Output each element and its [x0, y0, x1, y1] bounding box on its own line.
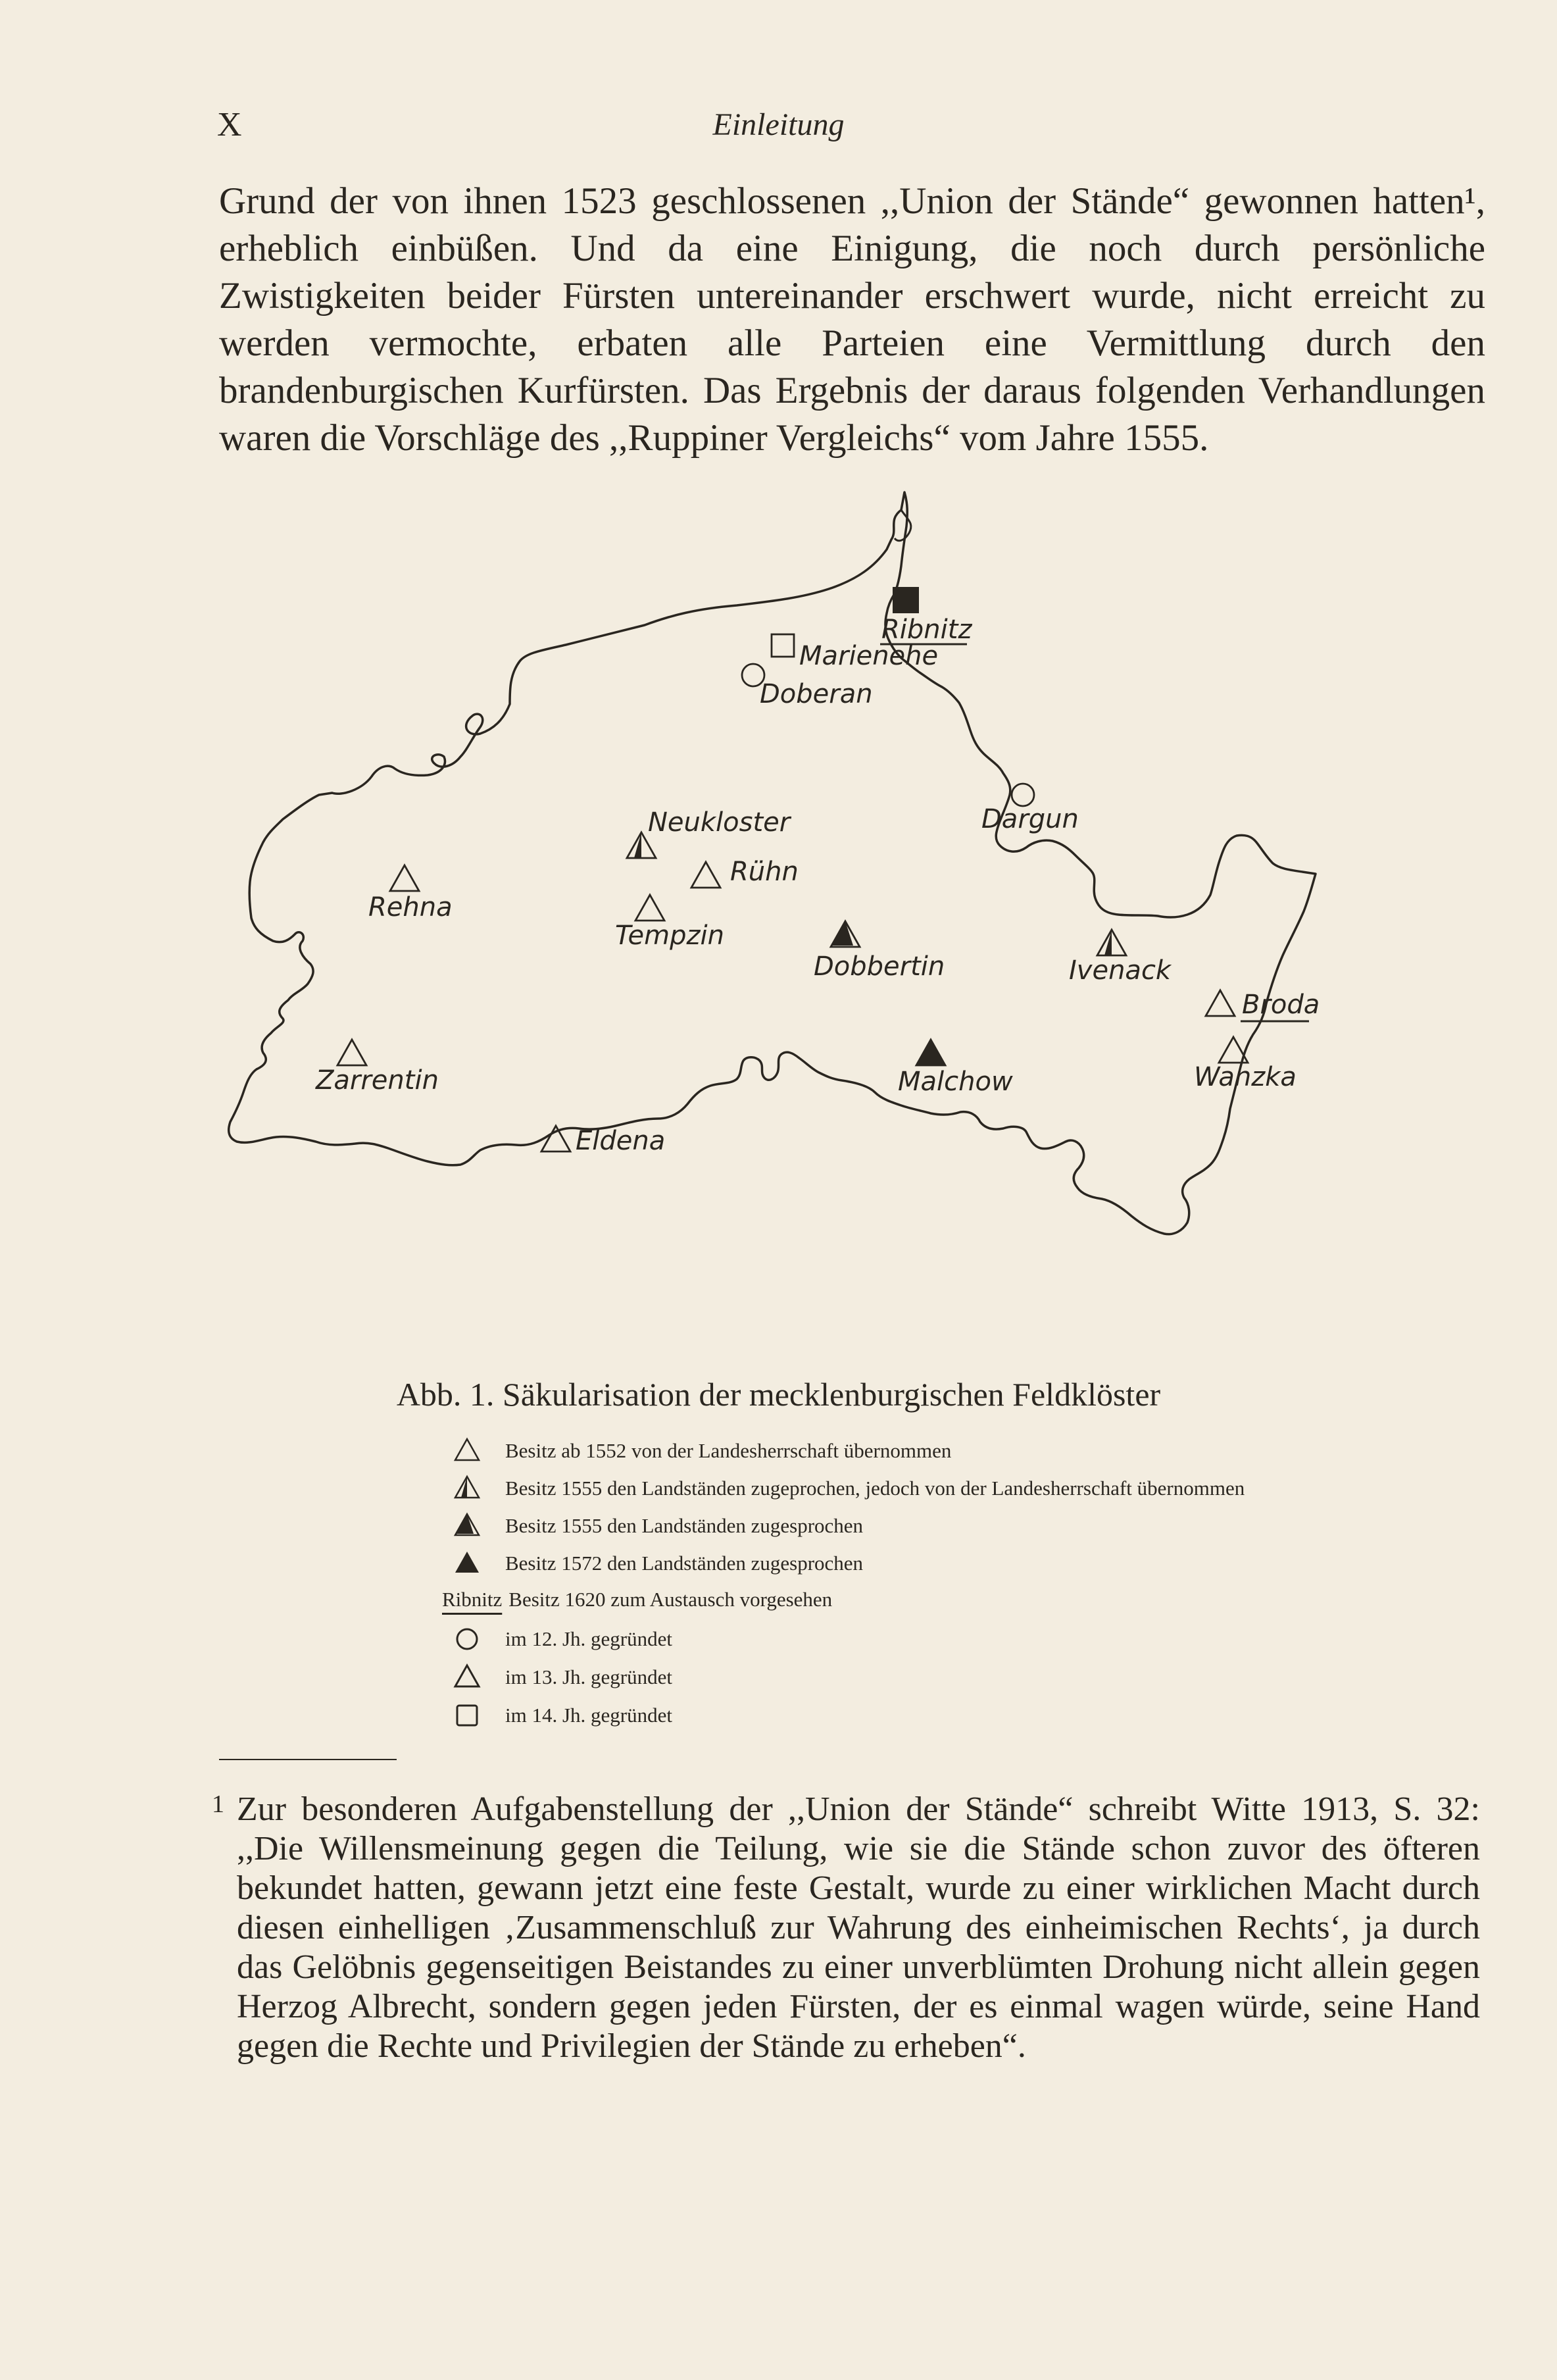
- place-wanzka: [1194, 1037, 1297, 1092]
- place-label: Dobbertin: [814, 951, 945, 982]
- place-label: Neukloster: [648, 807, 791, 838]
- figure-caption: Abb. 1. Säkularisation der mecklenburgischen Feldklöster: [396, 1376, 1161, 1413]
- footnote-marker: 1: [212, 1790, 224, 1818]
- place-dargun: [981, 784, 1079, 834]
- legend-item: [447, 1472, 1245, 1505]
- legend-text: Besitz 1555 den Landständen zugesprochen: [505, 1514, 864, 1537]
- legend-text: im 13. Jh. gegründet: [505, 1665, 672, 1688]
- place-label: Eldena: [576, 1126, 666, 1156]
- place-label: Doberan: [760, 679, 873, 709]
- legend-text: Besitz 1555 den Landständen zugeprochen, jedoch von der Landesherrschaft übernommen: [505, 1477, 1245, 1500]
- legend-item: [447, 1699, 672, 1732]
- legend-text: im 12. Jh. gegründet: [505, 1627, 672, 1650]
- place-tempzin: [615, 895, 724, 951]
- body-paragraph: Grund der von ihnen 1523 geschlossenen ,,Union der Stände“ gewonnen hatten¹, erheblich einbüßen. Und da eine Einigung, die noch durch persönliche Zwistigkeiten beider Fürsten untereinander erschwert wurde, nicht erreicht zu werden vermochte, erbaten alle Parteien eine Vermittlung durch den brandenburgischen Kurfürsten. Das Ergebnis der daraus folgenden Verhandlungen waren die Vorschläge des ,,Ruppiner Vergleichs“ vom Jahre 1555.: [219, 180, 1485, 459]
- place-label: Dargun: [981, 804, 1079, 834]
- triangle-mostly-icon: [447, 1511, 487, 1540]
- place-dobbertin: [814, 921, 945, 982]
- legend-text: Besitz 1620 zum Austausch vorgesehen: [508, 1588, 833, 1611]
- ribnitz-label: Ribnitz: [442, 1588, 503, 1611]
- place-label: Tempzin: [615, 921, 724, 951]
- legend-item: [447, 1547, 863, 1580]
- place-label: Ivenack: [1069, 955, 1172, 986]
- place-ribnitz: [880, 587, 972, 645]
- mecklenburg-map: [210, 480, 1487, 1355]
- place-label: Broda: [1242, 990, 1320, 1020]
- footnote-text: Zur besonderen Aufgabenstellung der ,,Union der Stände“ schreibt Witte 1913, S. 32: ,,Die Willensmeinung gegen die Teilung, wie sie die Stände schon zuvor des öfteren bekundet hatten, gewann jetzt eine feste Gestalt, wurde zu einer wirklichen Macht durch diesen einhelligen ‚Zusammenschluß zur Wahrung des einheimischen Rechts‘, ja durch das Gelöbnis gegenseitigen Beistandes zu einer unverblümten Drohung nicht allein gegen Herzog Albrecht, sondern gegen jeden Fürsten, der es einmal wagen würde, seine Hand gegen die Rechte und Privilegien der Stände zu erheben“.: [237, 1790, 1480, 2065]
- place-rehna: [368, 865, 453, 923]
- circle-icon: [447, 1625, 487, 1654]
- place-label: Wanzka: [1194, 1062, 1297, 1092]
- place-label: Rühn: [730, 857, 799, 887]
- legend-text: Besitz 1572 den Landständen zugesprochen: [505, 1552, 864, 1575]
- legend-item: [447, 1623, 672, 1656]
- triangle-icon: [447, 1663, 487, 1692]
- running-title: Einleitung: [712, 107, 845, 142]
- footnote: [212, 1790, 1480, 2066]
- footnote-rule: [219, 1759, 397, 1760]
- legend-item: [442, 1583, 832, 1616]
- place-label: Zarrentin: [316, 1065, 439, 1096]
- square-icon: [447, 1701, 487, 1730]
- triangle-half-icon: [447, 1474, 487, 1503]
- page-number: X: [217, 106, 242, 143]
- triangle-icon: [447, 1436, 487, 1465]
- legend-item: [447, 1434, 951, 1467]
- place-ivenack: [1069, 930, 1172, 986]
- place-ruehn: [691, 857, 799, 888]
- place-neukloster: [627, 807, 792, 858]
- place-label: Rehna: [368, 892, 453, 923]
- place-broda: [1206, 990, 1320, 1021]
- place-label: Malchow: [898, 1067, 1013, 1097]
- legend-item: [447, 1509, 863, 1542]
- triangle-filled-icon: [447, 1549, 487, 1578]
- place-zarrentin: [315, 1040, 439, 1096]
- legend-text: im 14. Jh. gegründet: [505, 1704, 672, 1727]
- place-label: Marienehe: [799, 641, 939, 671]
- legend-text: Besitz ab 1552 von der Landesherrschaft übernommen: [505, 1439, 952, 1462]
- legend-item: [447, 1661, 672, 1694]
- place-malchow: [898, 1040, 1013, 1097]
- place-label: Ribnitz: [881, 615, 972, 645]
